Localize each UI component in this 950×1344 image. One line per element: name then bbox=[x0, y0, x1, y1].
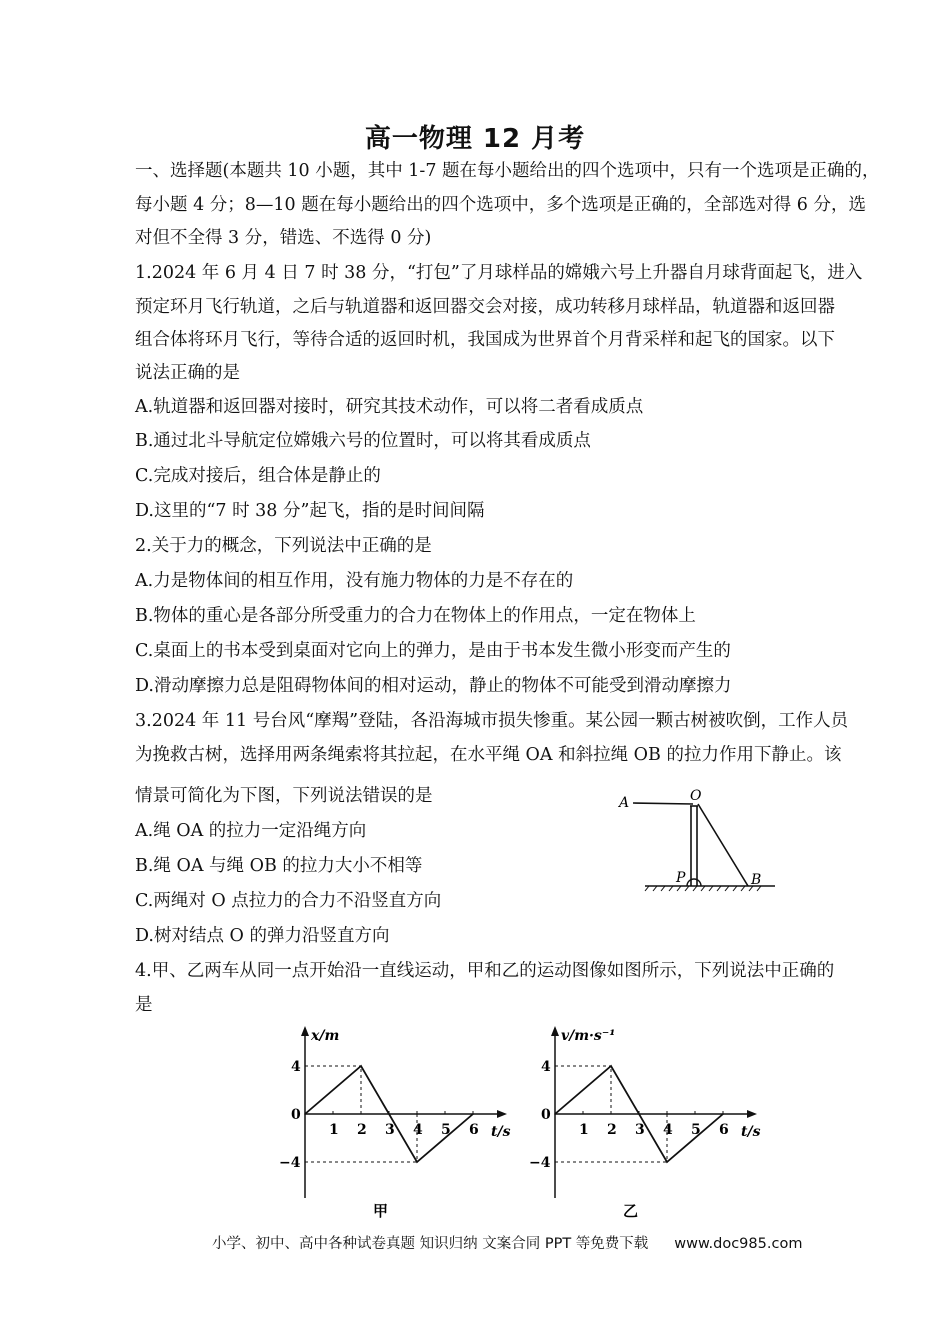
x-axis-label: t/s bbox=[491, 1124, 511, 1140]
q4-stem-line-2: 是 bbox=[135, 995, 153, 1015]
y-tick-label: −4 bbox=[529, 1155, 551, 1171]
q4-stem-line-1: 4.甲、乙两车从同一点开始沿一直线运动，甲和乙的运动图像如图所示，下列说法中正确的 bbox=[135, 961, 835, 981]
data-point bbox=[360, 1065, 362, 1067]
label-p: P bbox=[676, 870, 686, 886]
y-axis-label: x/m bbox=[311, 1028, 340, 1044]
x-tick-label: 3 bbox=[635, 1122, 645, 1138]
data-point bbox=[554, 1113, 556, 1115]
y-axis-label: v/m·s⁻¹ bbox=[561, 1028, 616, 1044]
pivot-arc bbox=[687, 879, 701, 886]
q3-stem-line-1: 3.2024 年 11 号台风“摩羯”登陆，各沿海城市损失惨重。某公园一颗古树被吹倒，工作人员 bbox=[135, 711, 849, 731]
x-tick-label: 2 bbox=[607, 1122, 617, 1138]
footer bbox=[212, 1232, 802, 1253]
q1-stem-line-1: 1.2024 年 6 月 4 日 7 时 38 分，“打包”了月球样品的嫦娥六号上升器自月球背面起飞，进入 bbox=[135, 263, 863, 283]
x-tick-label: 6 bbox=[469, 1122, 479, 1138]
y-tick-label: 0 bbox=[291, 1107, 301, 1123]
label-o: O bbox=[690, 788, 702, 804]
q2-option-a: A.力是物体间的相互作用，没有施力物体的力是不存在的 bbox=[135, 571, 574, 591]
q3-stem-line-2: 为挽救古树，选择用两条绳索将其拉起，在水平绳 OA 和斜拉绳 OB 的拉力作用下静止。该 bbox=[135, 745, 842, 765]
label-b: B bbox=[751, 872, 762, 888]
q2-option-b: B.物体的重心是各部分所受重力的合力在物体上的作用点，一定在物体上 bbox=[135, 606, 696, 626]
y-tick-label: 4 bbox=[541, 1059, 551, 1075]
y-tick-label: 4 bbox=[291, 1059, 301, 1075]
label-a: A bbox=[619, 795, 630, 811]
q4-chart-jia bbox=[275, 1022, 520, 1222]
rope-ob bbox=[698, 804, 748, 886]
data-point bbox=[416, 1161, 418, 1163]
page-title: 高一物理 12 月考 bbox=[364, 124, 586, 154]
q3-rope-tree-diagram bbox=[615, 780, 785, 895]
section-instructions-line-3: 对但不全得 3 分，错选、不选得 0 分) bbox=[135, 228, 432, 248]
y-axis-arrow bbox=[301, 1026, 309, 1036]
chart-caption: 乙 bbox=[623, 1202, 639, 1220]
x-tick-label: 5 bbox=[441, 1122, 451, 1138]
x-tick-label: 3 bbox=[385, 1122, 395, 1138]
q1-option-c: C.完成对接后，组合体是静止的 bbox=[135, 466, 381, 486]
q1-option-b: B.通过北斗导航定位嫦娥六号的位置时，可以将其看成质点 bbox=[135, 431, 591, 451]
q1-option-a: A.轨道器和返回器对接时，研究其技术动作，可以将二者看成质点 bbox=[135, 397, 644, 417]
x-tick-label: 1 bbox=[579, 1122, 589, 1138]
q1-stem-line-4: 说法正确的是 bbox=[135, 363, 240, 383]
x-tick-label: 4 bbox=[413, 1122, 423, 1138]
y-axis-arrow bbox=[551, 1026, 559, 1036]
q3-option-a: A.绳 OA 的拉力一定沿绳方向 bbox=[135, 821, 367, 841]
q3-option-d: D.树对结点 O 的弹力沿竖直方向 bbox=[135, 926, 390, 946]
data-point bbox=[722, 1113, 724, 1115]
data-point bbox=[666, 1161, 668, 1163]
chart-caption: 甲 bbox=[373, 1202, 389, 1220]
x-axis-arrow bbox=[747, 1110, 757, 1118]
q1-stem-line-3: 组合体将环月飞行，等待合适的返回时机，我国成为世界首个月背采样和起飞的国家。以下 bbox=[135, 330, 835, 350]
data-point bbox=[610, 1065, 612, 1067]
data-point bbox=[472, 1113, 474, 1115]
section-instructions-line-1: 一、选择题(本题共 10 小题，其中 1-7 题在每小题给出的四个选项中，只有一个选项是正确的， bbox=[135, 161, 880, 181]
footer-url[interactable]: www.doc985.com bbox=[674, 1236, 803, 1252]
y-tick-label: −4 bbox=[279, 1155, 301, 1171]
x-tick-label: 6 bbox=[719, 1122, 729, 1138]
footer-text: 小学、初中、高中各种试卷真题 知识归纳 文案合同 PPT 等免费下载 bbox=[212, 1236, 649, 1252]
q1-option-d: D.这里的“7 时 38 分”起飞，指的是时间间隔 bbox=[135, 501, 485, 521]
q3-option-c: C.两绳对 O 点拉力的合力不沿竖直方向 bbox=[135, 891, 442, 911]
x-tick-label: 5 bbox=[691, 1122, 701, 1138]
section-instructions-line-2: 每小题 4 分；8—10 题在每小题给出的四个选项中，多个选项是正确的，全部选对得 6 分，选 bbox=[135, 195, 866, 215]
q2-option-d: D.滑动摩擦力总是阻碍物体间的相对运动，静止的物体不可能受到滑动摩擦力 bbox=[135, 676, 732, 696]
x-tick-label: 1 bbox=[329, 1122, 339, 1138]
x-axis-arrow bbox=[497, 1110, 507, 1118]
x-tick-label: 2 bbox=[357, 1122, 367, 1138]
x-tick-label: 4 bbox=[663, 1122, 673, 1138]
data-point bbox=[304, 1113, 306, 1115]
q2-stem: 2.关于力的概念，下列说法中正确的是 bbox=[135, 536, 432, 556]
q2-option-c: C.桌面上的书本受到桌面对它向上的弹力，是由于书本发生微小形变而产生的 bbox=[135, 641, 731, 661]
q1-stem-line-2: 预定环月飞行轨道，之后与轨道器和返回器交会对接，成功转移月球样品，轨道器和返回器 bbox=[135, 297, 835, 317]
q3-option-b: B.绳 OA 与绳 OB 的拉力大小不相等 bbox=[135, 856, 423, 876]
rope-oa bbox=[633, 803, 693, 804]
x-axis-label: t/s bbox=[741, 1124, 761, 1140]
q4-chart-yi bbox=[525, 1022, 770, 1222]
y-tick-label: 0 bbox=[541, 1107, 551, 1123]
q3-stem-line-3: 情景可简化为下图，下列说法错误的是 bbox=[135, 786, 433, 806]
